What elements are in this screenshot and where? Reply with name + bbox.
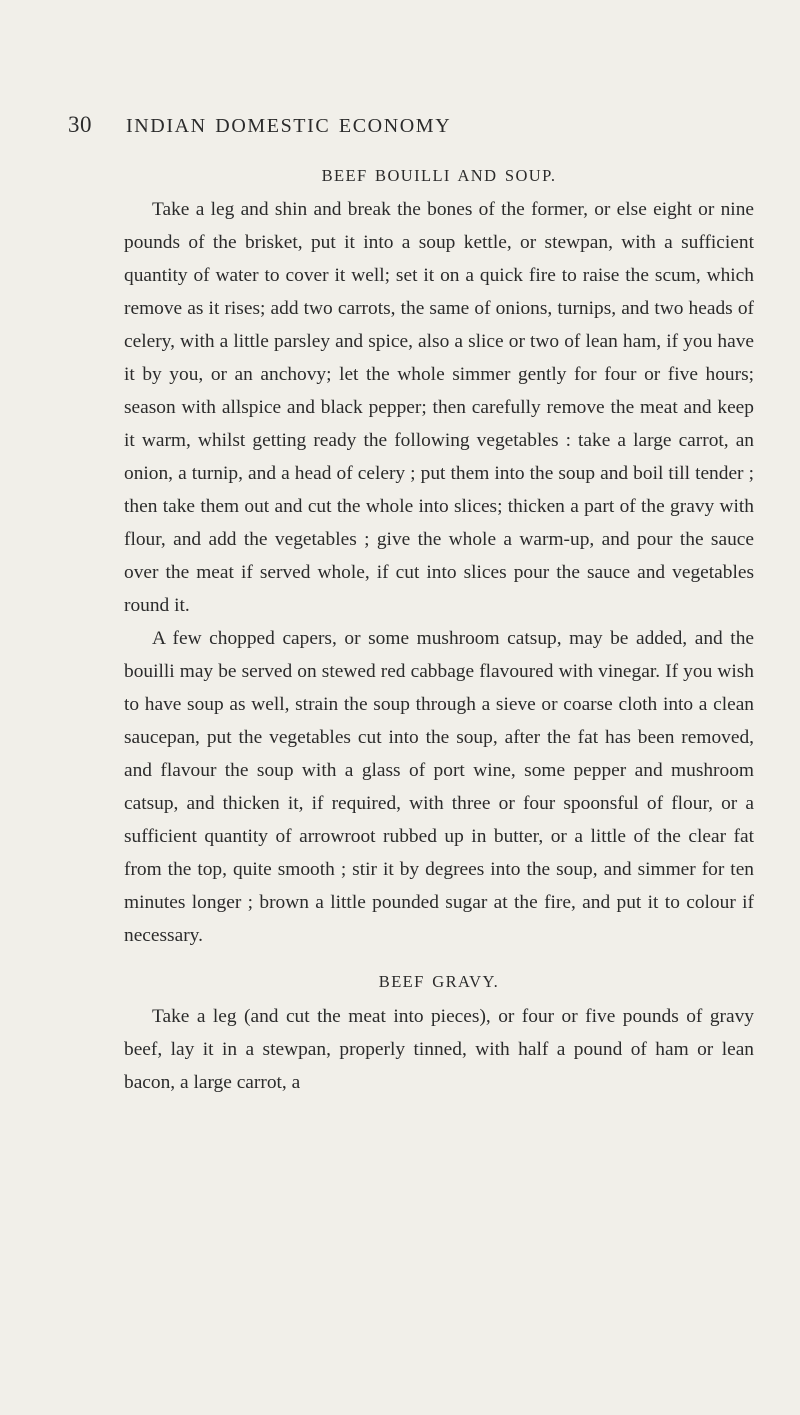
page-number: 30 [68, 112, 92, 137]
section-title-beef-bouilli: BEEF BOUILLI AND SOUP. [321, 166, 557, 185]
body-text [124, 166, 754, 1099]
paragraph-bouilli-soup: A few chopped capers, or some mushroom catsup, may be added, and the bouilli may be served on stewed red cabbage flavoured with vinegar. If you wish to have soup as well, strain the soup through a sieve or coarse cloth into a clean saucepan, put the vegetables cut into the soup, after the fat has been removed, and flavour the soup with a glass of port wine, some pepper and mushroom catsup, and thicken it, if required, with three or four spoonsful of flour, or a sufficient quantity of arrowroot rubbed up in butter, or a little of the clear fat from the top, quite smooth ; stir it by degrees into the soup, and simmer for ten minutes longer ; brown a little pounded sugar at the fire, and put it to colour if necessary. [124, 628, 754, 946]
paragraph-gravy-method: Take a leg (and cut the meat into pieces), or four or five pounds of gravy beef, lay it in a stewpan, properly tinned, with half a pound of ham or lean bacon, a large carrot, a [124, 1006, 754, 1093]
paragraph-bouilli-method: Take a leg and shin and break the bones of the former, or else eight or nine pounds of the brisket, put it into a soup kettle, or stewpan, with a sufficient quantity of water to cover it well; set it on a quick fire to raise the scum, which remove as it rises; add two carrots, the same of onions, turnips, and two heads of celery, with a little parsley and spice, also a slice or two of lean ham, if you have it by you, or an anchovy; let the whole simmer gently for four or five hours; season with allspice and black pepper; then carefully remove the meat and keep it warm, whilst getting ready the following vegetables : take a large carrot, an onion, a turnip, and a head of celery ; put them into the soup and boil till tender ; then take them out and cut the whole into slices; thicken a part of the gravy with flour, and add the vegetables ; give the whole a warm-up, and pour the sauce over the meat if served whole, if cut into slices pour the sauce and vegetables round it. [124, 199, 754, 616]
running-head: INDIAN DOMESTIC ECONOMY [126, 115, 452, 137]
section-title-beef-gravy: BEEF GRAVY. [378, 972, 500, 991]
page-header [0, 112, 800, 152]
